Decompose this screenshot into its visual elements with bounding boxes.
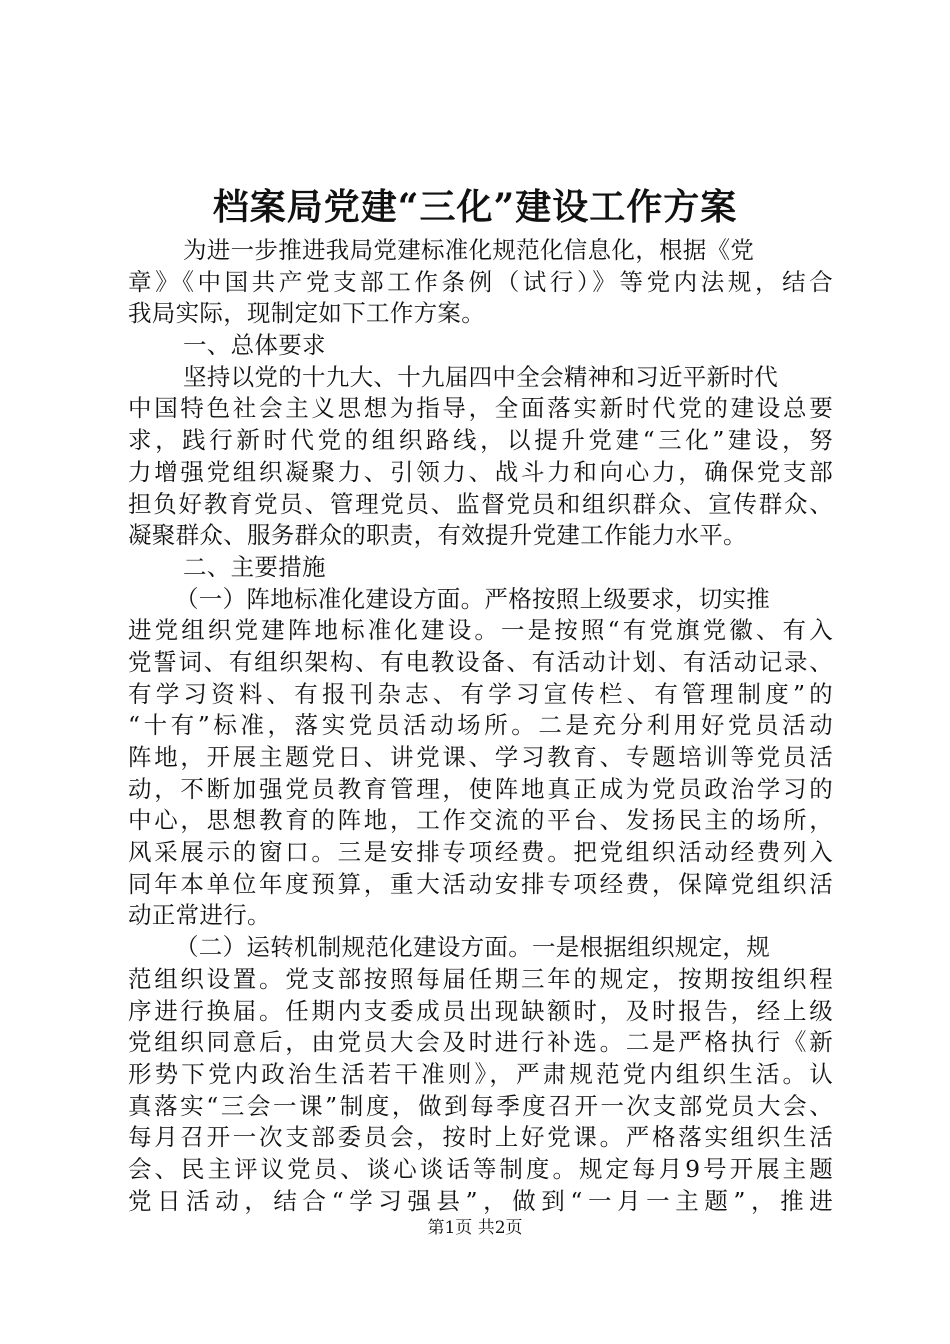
text-line: 为进一步推进我局党建标准化规范化信息化，根据《党 — [183, 236, 755, 264]
text-line: 范组织设置。党支部按照每届任期三年的规定，按期按组织程 — [128, 964, 833, 993]
text-line: 会、民主评议党员、谈心谈话等制度。规定每月9号开展主题 — [128, 1154, 833, 1183]
section-heading: 一、总体要求 — [183, 331, 326, 360]
document-title: 档案局党建“三化”建设工作方案 — [212, 186, 738, 228]
text-line: 中国特色社会主义思想为指导，全面落实新时代党的建设总要 — [128, 394, 833, 423]
text-line: 动正常进行。 — [128, 901, 271, 930]
text-line: 阵地，开展主题党日、讲党课、学习教育、专题培训等党员活 — [128, 743, 833, 771]
text-line: 凝聚群众、服务群众的职责，有效提升党建工作能力水平。 — [128, 521, 747, 550]
text-line: 每月召开一次支部委员会，按时上好党课。严格落实组织生活 — [128, 1123, 833, 1152]
text-line: 真落实“三会一课”制度，做到每季度召开一次支部党员大会、 — [128, 1091, 833, 1120]
text-line: 求，践行新时代党的组织路线，以提升党建“三化”建设，努 — [128, 426, 833, 455]
text-line: 有学习资料、有报刊杂志、有学习宣传栏、有管理制度”的 — [128, 679, 833, 708]
text-line: 党组织同意后，由党员大会及时进行补选。二是严格执行《新 — [128, 1028, 833, 1057]
subsection-line: （一）阵地标准化建设方面。严格按照上级要求，切实推 — [175, 584, 770, 613]
text-line: 中心，思想教育的阵地，工作交流的平台、发扬民主的场所， — [128, 806, 833, 835]
text-line: 担负好教育党员、管理党员、监督党员和组织群众、宣传群众、 — [128, 489, 833, 518]
text-line: 党日活动，结合“学习强县”，做到“一月一主题”，推进 — [128, 1186, 833, 1215]
text-line: 我局实际，现制定如下工作方案。 — [128, 299, 485, 328]
text-line: 力增强党组织凝聚力、引领力、战斗力和向心力，确保党支部 — [128, 457, 833, 486]
text-line: 党誓词、有组织架构、有电教设备、有活动计划、有活动记录、 — [128, 647, 833, 676]
text-line: 形势下党内政治生活若干准则》，严肃规范党内组织生活。认 — [128, 1059, 833, 1088]
document-body — [128, 235, 833, 1217]
text-line: 序进行换届。任期内支委成员出现缺额时，及时报告，经上级 — [128, 996, 833, 1025]
text-line: 风采展示的窗口。三是安排专项经费。把党组织活动经费列入 — [128, 838, 833, 867]
page-footer: 第1页 共2页 — [427, 1218, 523, 1238]
text-line: “十有”标准，落实党员活动场所。二是充分利用好党员活动 — [128, 711, 833, 740]
text-line: 同年本单位年度预算，重大活动安排专项经费，保障党组织活 — [128, 869, 833, 898]
text-line: 章》《中国共产党支部工作条例（试行）》等党内法规，结合 — [128, 267, 833, 296]
subsection-line: （二）运转机制规范化建设方面。一是根据组织规定，规 — [175, 933, 770, 962]
text-line: 动，不断加强党员教育管理，使阵地真正成为党员政治学习的 — [128, 774, 833, 803]
section-heading: 二、主要措施 — [183, 552, 326, 581]
text-line: 坚持以党的十九大、十九届四中全会精神和习近平新时代 — [183, 362, 778, 391]
text-line: 进党组织党建阵地标准化建设。一是按照“有党旗党徽、有入 — [128, 616, 833, 645]
